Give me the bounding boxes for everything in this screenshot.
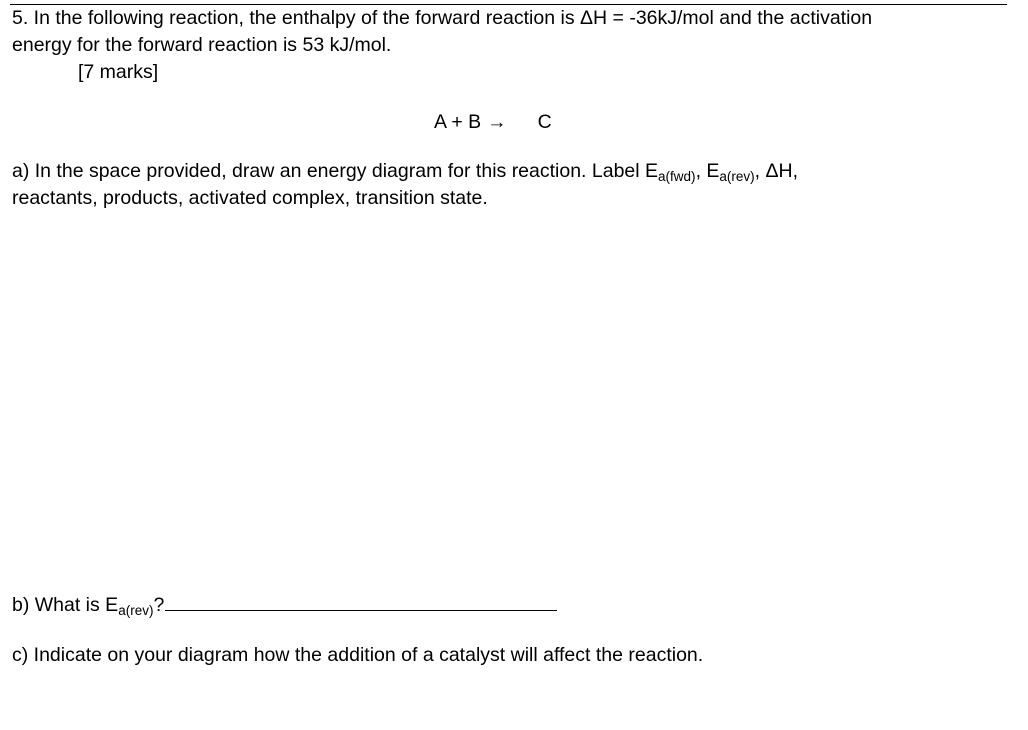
part-a-line-2: reactants, products, activated complex, transition state. — [12, 187, 488, 209]
part-a-prefix: a) In the space provided, draw an energy diagram for this reaction. Label E — [12, 160, 659, 182]
part-a-suffix: , ΔH, — [754, 160, 799, 182]
part-a-sub-fwd: a(fwd) — [658, 169, 696, 184]
part-c: c) Indicate on your diagram how the addition of a catalyst will affect the reaction. — [12, 644, 704, 666]
part-b-sub: a(rev) — [118, 603, 154, 618]
equation-product: C — [537, 111, 552, 133]
question-line-2: energy for the forward reaction is 53 kJ/mol. — [12, 34, 392, 56]
marks-label: [7 marks] — [78, 61, 159, 83]
part-b-suffix: ? — [153, 594, 165, 616]
part-b — [12, 590, 557, 620]
answer-blank-line[interactable] — [165, 590, 557, 611]
reaction-equation — [434, 109, 552, 136]
equation-reactants: A + B — [434, 111, 482, 133]
part-b-prefix: b) What is E — [12, 594, 119, 616]
right-arrow-icon: → — [487, 111, 507, 133]
part-a-mid: , E — [695, 160, 720, 182]
question-line-1: 5. In the following reaction, the enthalpy of the forward reaction is ΔH = -36kJ/mol and the activation — [12, 7, 873, 29]
part-a-sub-rev: a(rev) — [719, 169, 755, 184]
part-a-line-1 — [12, 158, 798, 186]
